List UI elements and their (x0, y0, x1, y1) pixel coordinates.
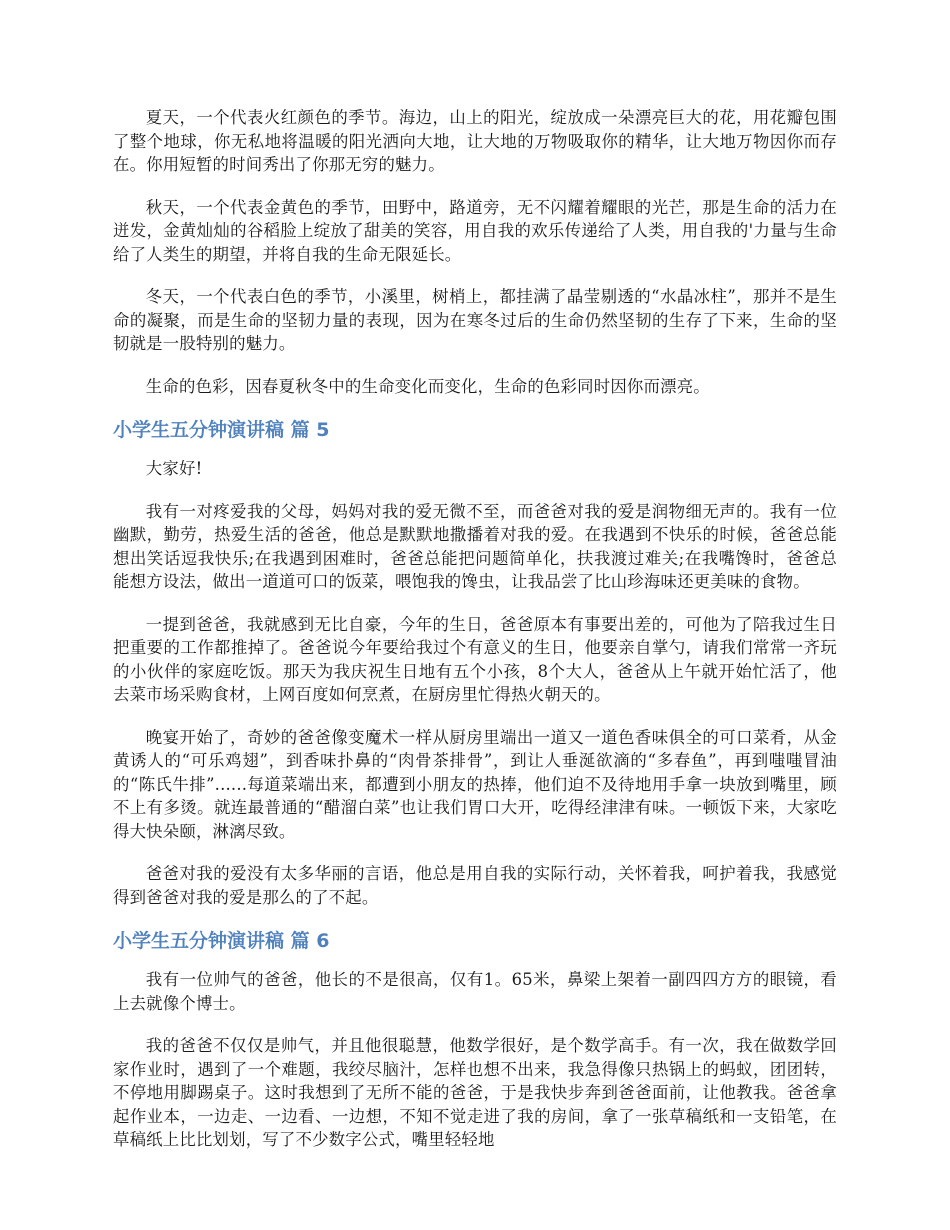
paragraph-handsome-dad: 我有一位帅气的爸爸，他长的不是很高，仅有1。65米，鼻梁上架着一副四四方方的眼镜，看上去就像个博士。 (113, 970, 837, 1013)
paragraph-conclusion: 爸爸对我的爱没有太多华丽的言语，他总是用自我的实际行动，关怀着我，呵护着我，我感觉得到爸爸对我的爱是那么的了不起。 (113, 864, 837, 907)
paragraph-summer: 夏天，一个代表火红颜色的季节。海边，山上的阳光，绽放成一朵漂亮巨大的花，用花瓣包围了整个地球，你无私地将温暖的阳光洒向大地，让大地的万物吸取你的精华，让大地万物因你而存在。你用短暂的时间秀出了你那无穷的魅力。 (113, 108, 837, 174)
paragraph-color-of-life: 生命的色彩，因春夏秋冬中的生命变化而变化，生命的色彩同时因你而漂亮。 (145, 376, 710, 396)
paragraph-dinner: 晚宴开始了，奇妙的爸爸像变魔术一样从厨房里端出一道又一道色香味俱全的可口菜肴，从金黄诱人的“可乐鸡翅”，到香味扑鼻的“肉骨茶排骨”，到让人垂涎欲滴的“多春鱼”，再到嗤嗤冒油的“陈氏牛排”......每道菜端出来，都遭到小朋友的热捧，他们迫不及待地用手拿一块放到嘴里，顾不上有多烫。就连最普通的“醋溜白菜”也让我们胃口大开，吃得经津津有味。一顿饭下来，大家吃得大快朵颐，淋漓尽致。 (113, 727, 837, 841)
paragraph-winter: 冬天，一个代表白色的季节，小溪里，树梢上，都挂满了晶莹剔透的“水晶冰柱”，那并不是生命的凝聚，而是生命的坚韧力量的表现，因为在寒冬过后的生命仍然坚韧的生存了下来，生命的坚韧就是一股特别的魅力。 (113, 287, 837, 353)
section-heading-6: 小学生五分钟演讲稿 篇 6 (113, 930, 330, 952)
paragraph-loving-parents: 我有一对疼爱我的父母，妈妈对我的爱无微不至，而爸爸对我的爱是润物细无声的。我有一位幽默，勤劳，热爱生活的爸爸，他总是默默地撒播着对我的爱。在我遇到不快乐的时候，爸爸总能想出笑话逗我快乐;在我遇到困难时，爸爸总能把问题简单化，扶我渡过难关;在我嘴馋时，爸爸总能想方设法，做出一道道可口的饭菜，喂饱我的馋虫，让我品尝了比山珍海味还更美味的食物。 (113, 501, 837, 591)
paragraph-greeting: 大家好! (145, 459, 203, 478)
paragraph-autumn: 秋天，一个代表金黄色的季节，田野中，路道旁，无不闪耀着耀眼的光芒，那是生命的活力在迸发，金黄灿灿的谷稻脸上绽放了甜美的笑容，用自我的欢乐传递给了人类，用自我的'力量与生命给了人类生的期望，并将自我的生命无限延长。 (113, 197, 837, 264)
section-heading-5: 小学生五分钟演讲稿 篇 5 (113, 419, 330, 441)
paragraph-birthday: 一提到爸爸，我就感到无比自豪，今年的生日，爸爸原本有事要出差的，可他为了陪我过生日把重要的工作都推掉了。爸爸说今年要给我过个有意义的生日，他要亲自掌勺，请我们常常一齐玩的小伙伴的家庭吃饭。那天为我庆祝生日地有五个小孩，8个大人，爸爸从上午就开始忙活了，他去菜市场采购食材，上网百度如何烹煮，在厨房里忙得热火朝天的。 (113, 614, 837, 704)
paragraph-math-dad: 我的爸爸不仅仅是帅气，并且他很聪慧，他数学很好，是个数学高手。有一次，我在做数学回家作业时，遇到了一个难题，我绞尽脑汁，怎样也想不出来，我急得像只热锅上的蚂蚁，团团转，不停地用脚踢桌子。这时我想到了无所不能的爸爸，于是我快步奔到爸爸面前，让他教我。爸爸拿起作业本，一边走、一边看、一边想，不知不觉走进了我的房间，拿了一张草稿纸和一支铅笔，在草稿纸上比比划划，写了不少数字公式，嘴里轻轻地 (113, 1036, 837, 1149)
